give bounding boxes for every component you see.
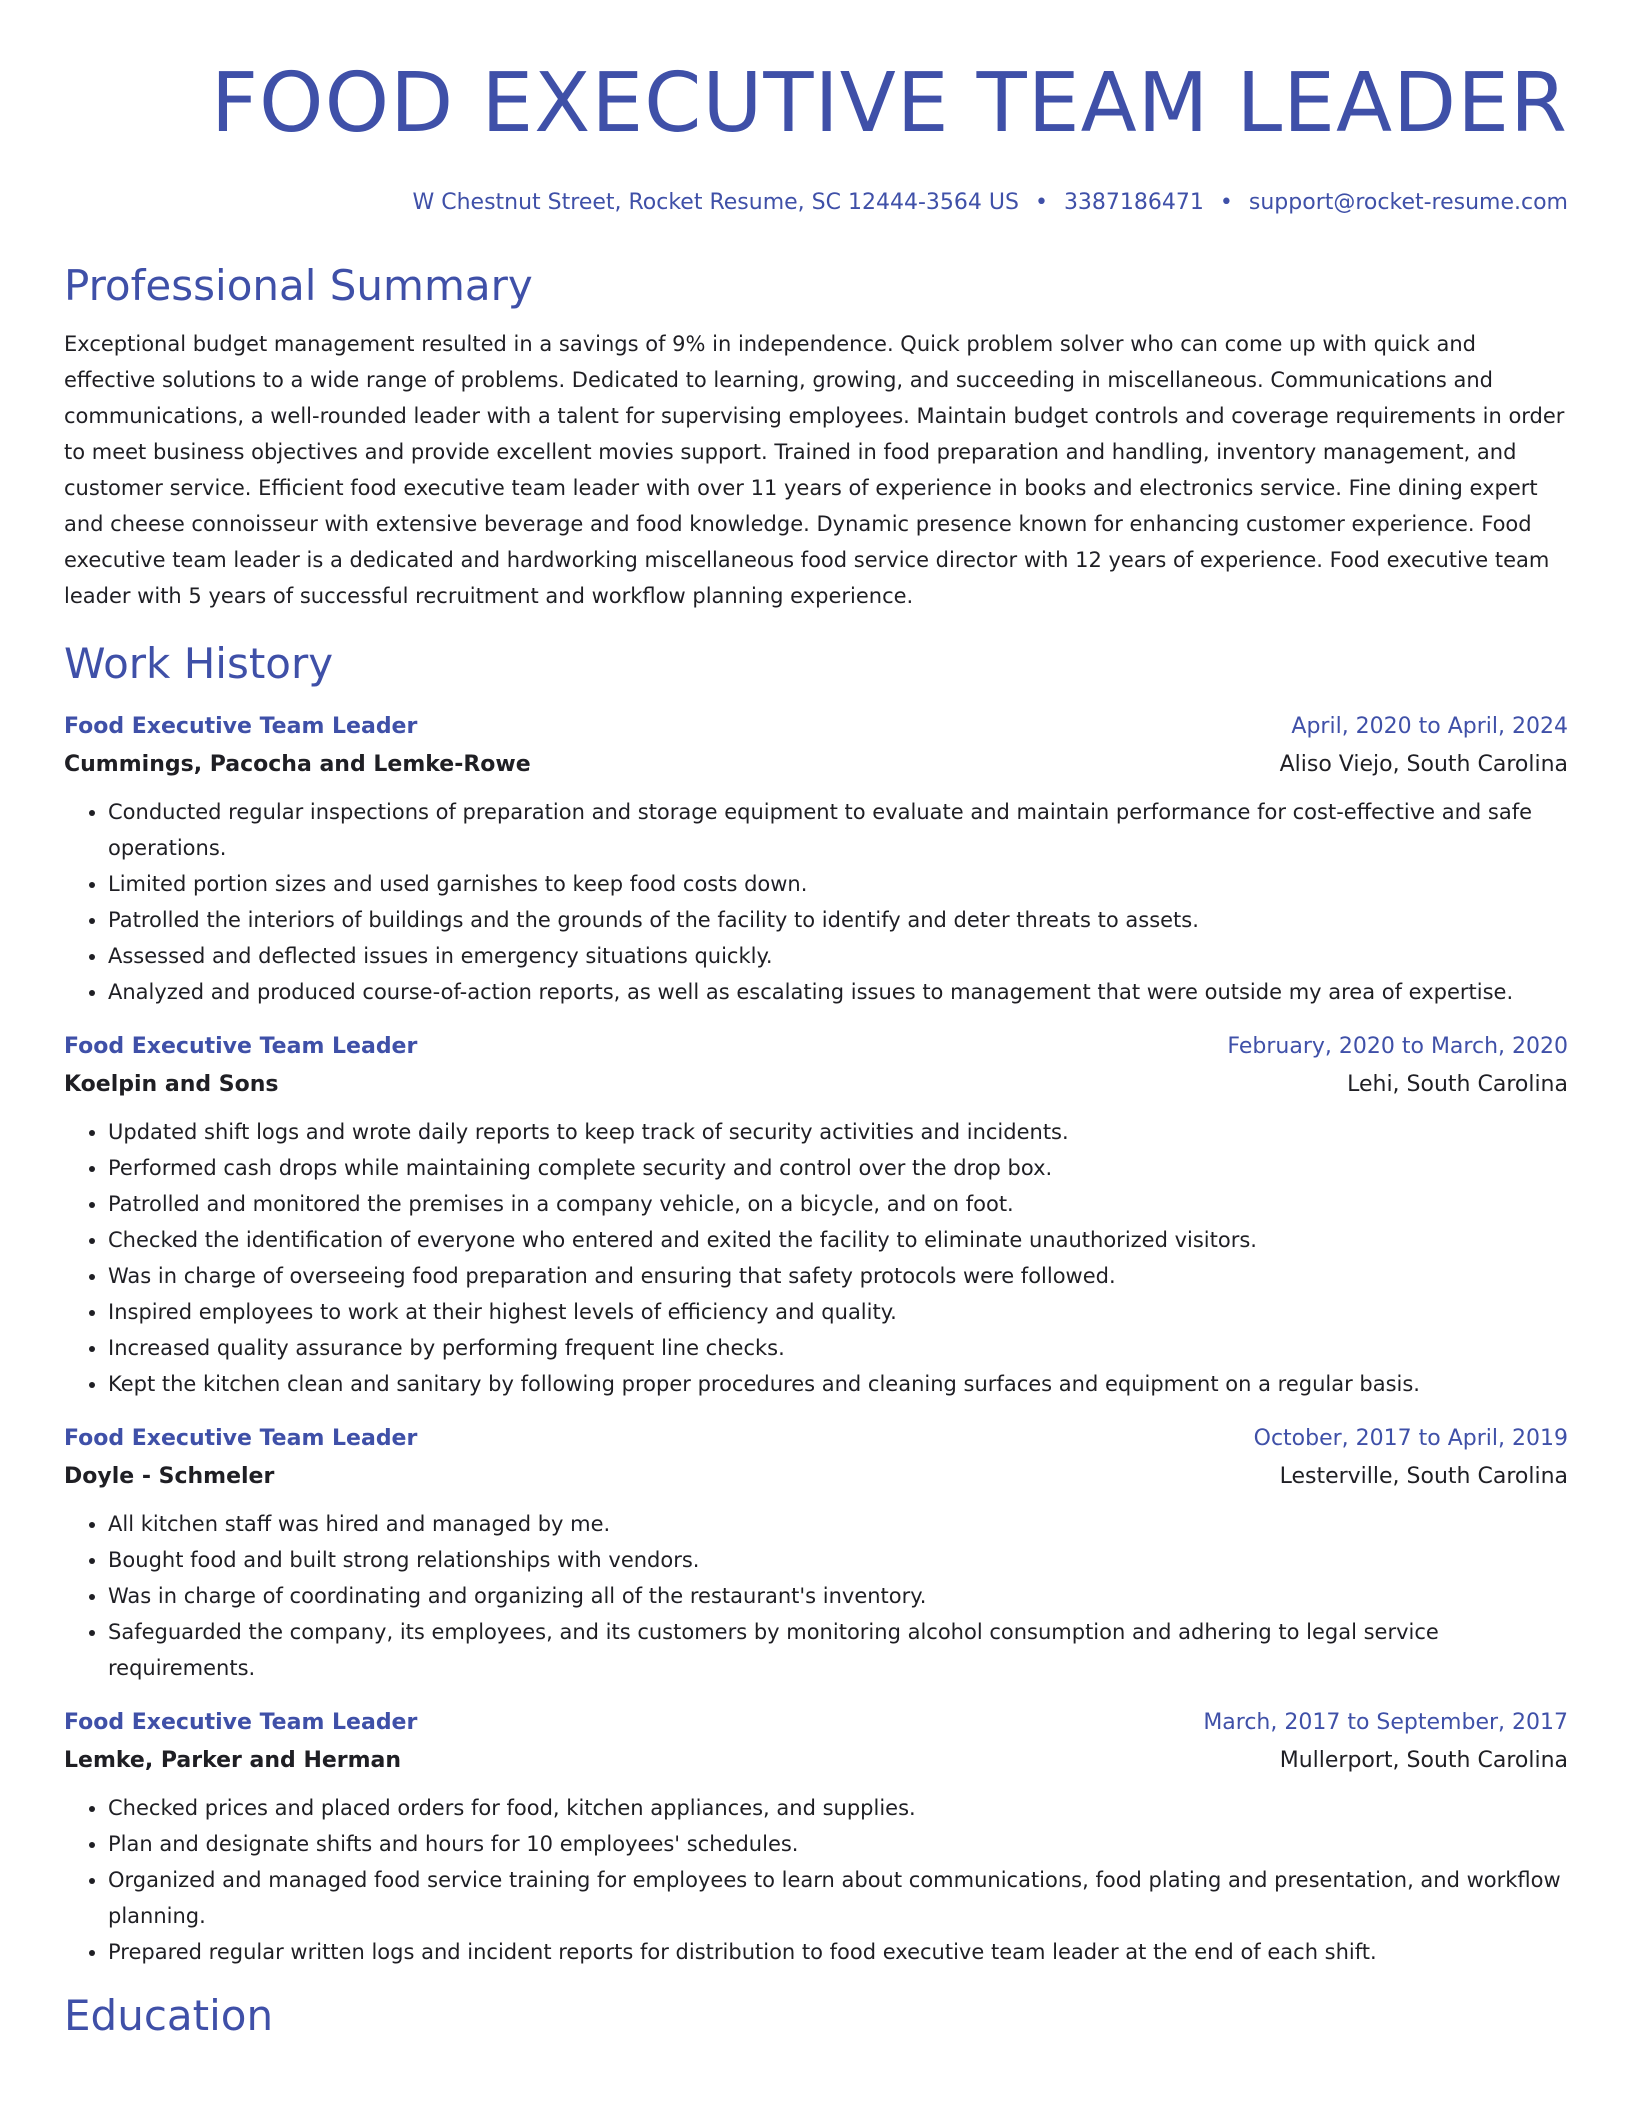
job-bullet: • Safeguarded the company, its employees, and its customers by monitoring alcohol consumption and adhering to legal service requirements. xyxy=(108,1614,1568,1686)
job-dates: March, 2017 to September, 2017 xyxy=(1203,1710,1568,1735)
job-title: Food Executive Team Leader xyxy=(64,1426,418,1451)
company-name: Doyle - Schmeler xyxy=(64,1464,275,1489)
job-bullet: • Was in charge of coordinating and organizing all of the restaurant's inventory. xyxy=(108,1578,1568,1614)
job-bullet: • Patrolled and monitored the premises in a company vehicle, on a bicycle, and on foot. xyxy=(108,1186,1568,1222)
job-company-row xyxy=(64,746,1568,784)
job-header-row xyxy=(64,1420,1568,1458)
job-bullet: • Patrolled the interiors of buildings and the grounds of the facility to identify and deter threats to assets. xyxy=(108,902,1568,938)
job-bullet: • Was in charge of overseeing food preparation and ensuring that safety protocols were followed. xyxy=(108,1258,1568,1294)
job-dates: April, 2020 to April, 2024 xyxy=(1291,714,1568,739)
section-title-education: Education xyxy=(64,1991,274,2040)
job-bullet: • Plan and designate shifts and hours for 10 employees' schedules. xyxy=(108,1826,1568,1862)
job-bullet: • All kitchen staff was hired and managed by me. xyxy=(108,1506,1568,1542)
summary-text: Exceptional budget management resulted in a savings of 9% in independence. Quick problem solver who can come up with quick and effective solutions to a wide range of problems. Dedicated to learning, growing, and succeeding in miscellaneous. Communications and communications, a well-rounded leader with a talent for supervising employees. Maintain budget controls and coverage requirements in order to meet business objectives and provide excellent movies support. Trained in food preparation and handling, inventory management, and customer service. Efficient food executive team leader with over 11 years of experience in books and electronics service. Fine dining expert and cheese connoisseur with extensive beverage and food knowledge. Dynamic presence known for enhancing customer experience. Food executive team leader is a dedicated and hardworking miscellaneous food service director with 12 years of experience. Food executive team leader with 5 years of successful recruitment and workflow planning experience. xyxy=(64,332,1565,608)
job-bullet: • Kept the kitchen clean and sanitary by following proper procedures and cleaning surfaces and equipment on a regular basis. xyxy=(108,1366,1568,1402)
job-entry xyxy=(64,1704,1568,1970)
job-title: Food Executive Team Leader xyxy=(64,1710,418,1735)
job-dates: October, 2017 to April, 2019 xyxy=(1253,1426,1568,1451)
job-dates: February, 2020 to March, 2020 xyxy=(1227,1034,1568,1059)
job-bullet: • Performed cash drops while maintaining complete security and control over the drop box. xyxy=(108,1150,1568,1186)
job-bullet: • Checked prices and placed orders for food, kitchen appliances, and supplies. xyxy=(108,1790,1568,1826)
job-bullet: • Inspired employees to work at their highest levels of efficiency and quality. xyxy=(108,1294,1568,1330)
section-title-work-history: Work History xyxy=(64,639,334,688)
job-bullets xyxy=(64,1506,1568,1686)
job-location: Lesterville, South Carolina xyxy=(1279,1464,1568,1489)
job-entry xyxy=(64,1420,1568,1686)
separator-dot: • xyxy=(1219,190,1233,215)
job-bullets xyxy=(64,1114,1568,1402)
job-bullet: • Analyzed and produced course-of-action reports, as well as escalating issues to management that were outside my area of expertise. xyxy=(108,974,1568,1010)
address: W Chestnut Street, Rocket Resume, SC 12444-3564 US xyxy=(412,190,1019,215)
job-location: Mullerport, South Carolina xyxy=(1279,1748,1568,1773)
job-bullet: • Assessed and deflected issues in emergency situations quickly. xyxy=(108,938,1568,974)
job-header-row xyxy=(64,1028,1568,1066)
job-bullet: • Bought food and built strong relationships with vendors. xyxy=(108,1542,1568,1578)
job-header-row xyxy=(64,1704,1568,1742)
company-name: Koelpin and Sons xyxy=(64,1072,279,1097)
job-bullet: • Checked the identification of everyone who entered and exited the facility to eliminate unauthorized visitors. xyxy=(108,1222,1568,1258)
job-bullet: • Organized and managed food service training for employees to learn about communications, food plating and presentation, and workflow planning. xyxy=(108,1862,1568,1934)
job-company-row xyxy=(64,1742,1568,1780)
job-location: Aliso Viejo, South Carolina xyxy=(1279,752,1568,777)
email-link[interactable]: support@rocket-resume.com xyxy=(1248,190,1568,215)
job-bullet: • Limited portion sizes and used garnishes to keep food costs down. xyxy=(108,866,1568,902)
job-header-row xyxy=(64,708,1568,746)
job-location: Lehi, South Carolina xyxy=(1347,1072,1568,1097)
resume-page xyxy=(64,0,1568,2042)
resume-title: FOOD EXECUTIVE TEAM LEADER xyxy=(210,56,1568,151)
job-bullets xyxy=(64,1790,1568,1970)
job-bullet: • Prepared regular written logs and incident reports for distribution to food executive team leader at the end of each shift. xyxy=(108,1934,1568,1970)
phone: 3387186471 xyxy=(1063,190,1204,215)
job-entry xyxy=(64,1028,1568,1402)
company-name: Lemke, Parker and Herman xyxy=(64,1748,402,1773)
contact-line xyxy=(64,188,1568,218)
separator-dot: • xyxy=(1034,190,1048,215)
job-bullets xyxy=(64,794,1568,1010)
job-bullet: • Increased quality assurance by performing frequent line checks. xyxy=(108,1330,1568,1366)
section-title-summary: Professional Summary xyxy=(64,261,533,310)
job-title: Food Executive Team Leader xyxy=(64,714,418,739)
job-company-row xyxy=(64,1066,1568,1104)
company-name: Cummings, Pacocha and Lemke-Rowe xyxy=(64,752,531,777)
job-bullet: • Updated shift logs and wrote daily reports to keep track of security activities and incidents. xyxy=(108,1114,1568,1150)
work-history-list xyxy=(64,708,1568,1970)
job-company-row xyxy=(64,1458,1568,1496)
job-title: Food Executive Team Leader xyxy=(64,1034,418,1059)
job-entry xyxy=(64,708,1568,1010)
job-bullet: • Conducted regular inspections of preparation and storage equipment to evaluate and maintain performance for cost-effective and safe operations. xyxy=(108,794,1568,866)
